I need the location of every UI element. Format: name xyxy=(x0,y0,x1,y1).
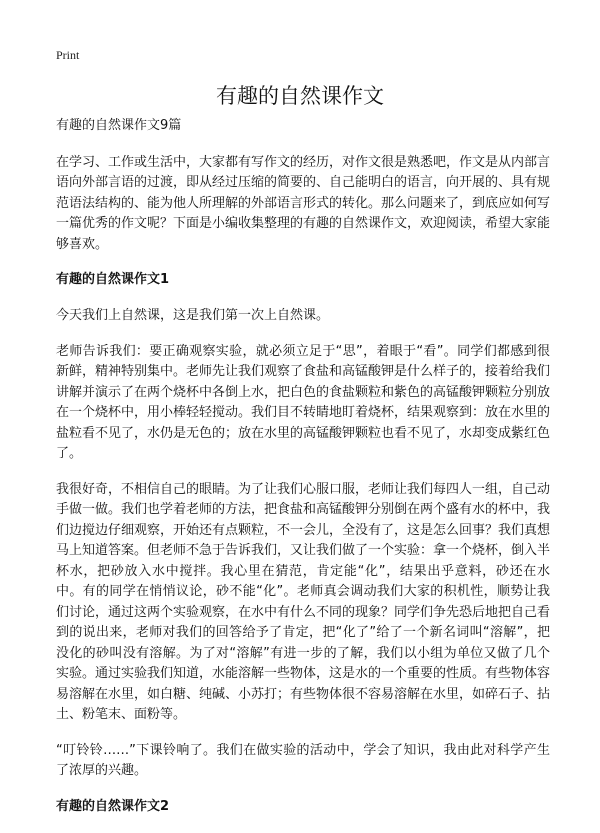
print-link[interactable]: Print xyxy=(56,48,80,62)
section-1-paragraph-3: 我很好奇，不相信自己的眼睛。为了让我们心服口服，老师让我们每四人一组，自己动手做一做。我们也学着老师的方法，把食盐和高锰酸钾分别倒在两个盛有水的杯中，我们边搅边仔细观察，开始还有点颗粒，不一会儿，全没有了，这是怎么回事？我们真想马上知道答案。但老师不急于告诉我们，又让我们做了一个实验：拿一个烧杯，倒入半杯水，把砂放入水中搅拌。我心里在猜范，肯定能“化”，结果出乎意料，砂还在水中。有的同学在悄悄议论，砂不能“化”。老师真会调动我们大家的积机性，顺势让我们讨论，通过这两个实验观察，在水中有什么不同的现象？同学们争先恐后地把自己看到的说出来，老师对我们的回答给予了肯定，把“化了”给了一个新名词叫“溶解”，把没化的砂叫没有溶解。为了对“溶解”有进一步的了解，我们以小组为单位又做了几个实验。通过实验我们知道，水能溶解一些物体，这是水的一个重要的性质。有些物体容易溶解在水里，如白糖、纯碱、小苏打；有些物体很不容易溶解在水里，如碎石子、拈土、粉笔末、面粉等。 xyxy=(56,481,551,722)
document-body xyxy=(56,116,550,833)
section-1-paragraph-2: 老师告诉我们：要正确观察实验，就必须立足于“思”，着眼于“看”。同学们都感到很新鲜，精神特别集中。老师先让我们观察了食盐和高锰酸钾是什么样子的，接着给我们讲解并演示了在两个烧杯中各倒上水，把白色的食盐颗粒和紫色的高锰酸钾颗粒分别放在一个烧杯中，用小棒轻轻搅动。我们目不转睛地盯着烧杯，结果观察到：放在水里的盐粒看不见了，水仍是无色的；放在水里的高锰酸钾颗粒也看不见了，水却变成紫红色了。 xyxy=(56,343,551,461)
section-heading-1: 有趣的自然课作文1 xyxy=(56,272,170,287)
section-1-paragraph-4: “叮铃铃……”下课铃响了。我们在做实验的活动中，学会了知识，我由此对科学产生了浓厚的兴趣。 xyxy=(56,742,550,778)
document-title: 有趣的自然课作文 xyxy=(216,84,384,108)
section-heading-2: 有趣的自然课作文2 xyxy=(56,798,170,814)
document-subtitle: 有趣的自然课作文9篇 xyxy=(56,118,182,133)
intro-paragraph: 在学习、工作或生活中，大家都有写作文的经历，对作文很是熟悉吧，作文是从内部言语向外部言语的过渡，即从经过压缩的简要的、自己能明白的语言，向开展的、具有规范语法结构的、能为他人所理解的外部语言形式的转化。那么问题来了，到底应如何写一篇优秀的作文呢？下面是小编收集整理的有趣的自然课作文，欢迎阅读，希望大家能够喜欢。 xyxy=(56,154,551,252)
section-1-paragraph-1: 今天我们上自然课，这是我们第一次上自然课。 xyxy=(56,308,330,323)
